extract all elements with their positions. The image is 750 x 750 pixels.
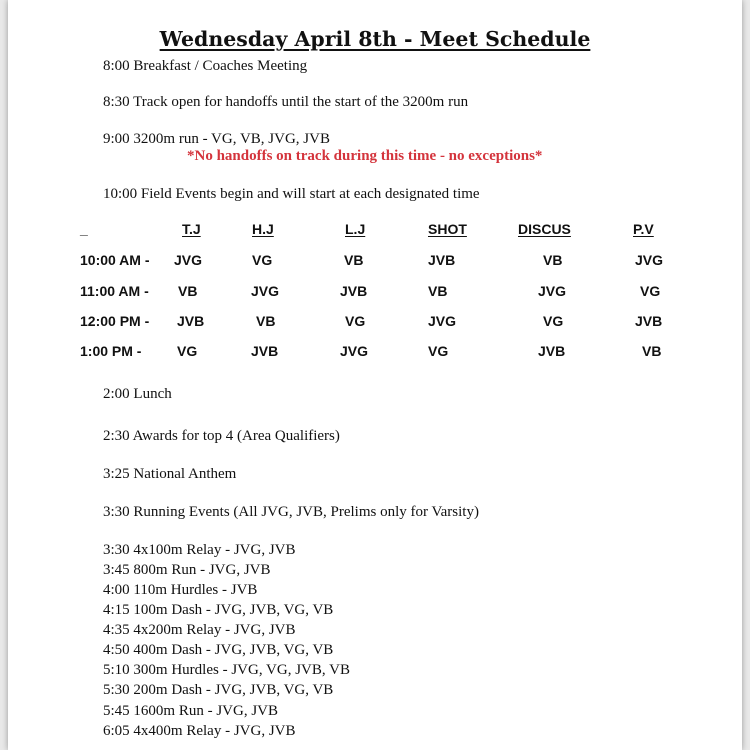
row-time: 1:00 PM - bbox=[80, 343, 142, 359]
running-event-item: 4:50 400m Dash - JVG, JVB, VG, VB bbox=[103, 642, 334, 658]
row-time: 10:00 AM - bbox=[80, 252, 150, 268]
schedule-item-breakfast: 8:00 Breakfast / Coaches Meeting bbox=[103, 58, 308, 74]
table-cell: VB bbox=[642, 343, 662, 359]
table-cell: VB bbox=[428, 283, 448, 299]
column-header-discus: DISCUS bbox=[518, 221, 571, 237]
document-page bbox=[8, 0, 742, 750]
schedule-item-lunch: 2:00 Lunch bbox=[103, 386, 172, 402]
running-event-item: 5:30 200m Dash - JVG, JVB, VG, VB bbox=[103, 682, 334, 698]
table-cell: VG bbox=[543, 313, 564, 329]
schedule-item-field-events: 10:00 Field Events begin and will start at each designated time bbox=[103, 186, 480, 202]
table-cell: JVG bbox=[251, 283, 280, 299]
running-event-item: 5:10 300m Hurdles - JVG, VG, JVB, VB bbox=[103, 662, 350, 678]
table-cell: VB bbox=[344, 252, 364, 268]
schedule-item-awards: 2:30 Awards for top 4 (Area Qualifiers) bbox=[103, 428, 340, 444]
table-cell: VG bbox=[428, 343, 449, 359]
table-cell: VG bbox=[345, 313, 366, 329]
table-cell: VG bbox=[252, 252, 273, 268]
schedule-item-running-events: 3:30 Running Events (All JVG, JVB, Prelims only for Varsity) bbox=[103, 504, 479, 520]
schedule-item-track-open: 8:30 Track open for handoffs until the start of the 3200m run bbox=[103, 94, 469, 110]
running-event-item: 4:00 110m Hurdles - JVB bbox=[103, 582, 258, 598]
schedule-item-3200m: 9:00 3200m run - VG, VB, JVG, JVB bbox=[103, 131, 330, 147]
table-cell: JVB bbox=[177, 313, 205, 329]
table-cell: VB bbox=[256, 313, 276, 329]
table-cell: VG bbox=[177, 343, 198, 359]
running-event-item: 5:45 1600m Run - JVG, JVB bbox=[103, 703, 279, 719]
table-corner: _ bbox=[80, 221, 88, 237]
table-cell: JVG bbox=[340, 343, 369, 359]
page-title: Wednesday April 8th - Meet Schedule bbox=[159, 27, 591, 51]
table-cell: JVB bbox=[538, 343, 566, 359]
table-cell: VB bbox=[543, 252, 563, 268]
table-cell: JVB bbox=[251, 343, 279, 359]
column-header-pv: P.V bbox=[633, 221, 654, 237]
table-cell: JVG bbox=[635, 252, 664, 268]
column-header-shot: SHOT bbox=[428, 221, 467, 237]
table-cell: VB bbox=[178, 283, 198, 299]
table-cell: JVB bbox=[428, 252, 456, 268]
column-header-lj: L.J bbox=[345, 221, 366, 237]
running-event-item: 4:15 100m Dash - JVG, JVB, VG, VB bbox=[103, 602, 334, 618]
column-header-hj: H.J bbox=[252, 221, 274, 237]
table-cell: JVG bbox=[538, 283, 567, 299]
table-cell: JVB bbox=[340, 283, 368, 299]
running-event-item: 6:05 4x400m Relay - JVG, JVB bbox=[103, 723, 296, 739]
row-time: 12:00 PM - bbox=[80, 313, 150, 329]
table-cell: JVB bbox=[635, 313, 663, 329]
schedule-item-anthem: 3:25 National Anthem bbox=[103, 466, 237, 482]
handoff-warning: *No handoffs on track during this time - no exceptions* bbox=[187, 148, 543, 164]
table-cell: JVG bbox=[428, 313, 457, 329]
table-cell: VG bbox=[640, 283, 661, 299]
running-event-item: 3:45 800m Run - JVG, JVB bbox=[103, 562, 271, 578]
row-time: 11:00 AM - bbox=[80, 283, 149, 299]
running-event-item: 4:35 4x200m Relay - JVG, JVB bbox=[103, 622, 296, 638]
table-cell: JVG bbox=[174, 252, 203, 268]
column-header-tj: T.J bbox=[182, 221, 201, 237]
running-event-item: 3:30 4x100m Relay - JVG, JVB bbox=[103, 542, 296, 558]
